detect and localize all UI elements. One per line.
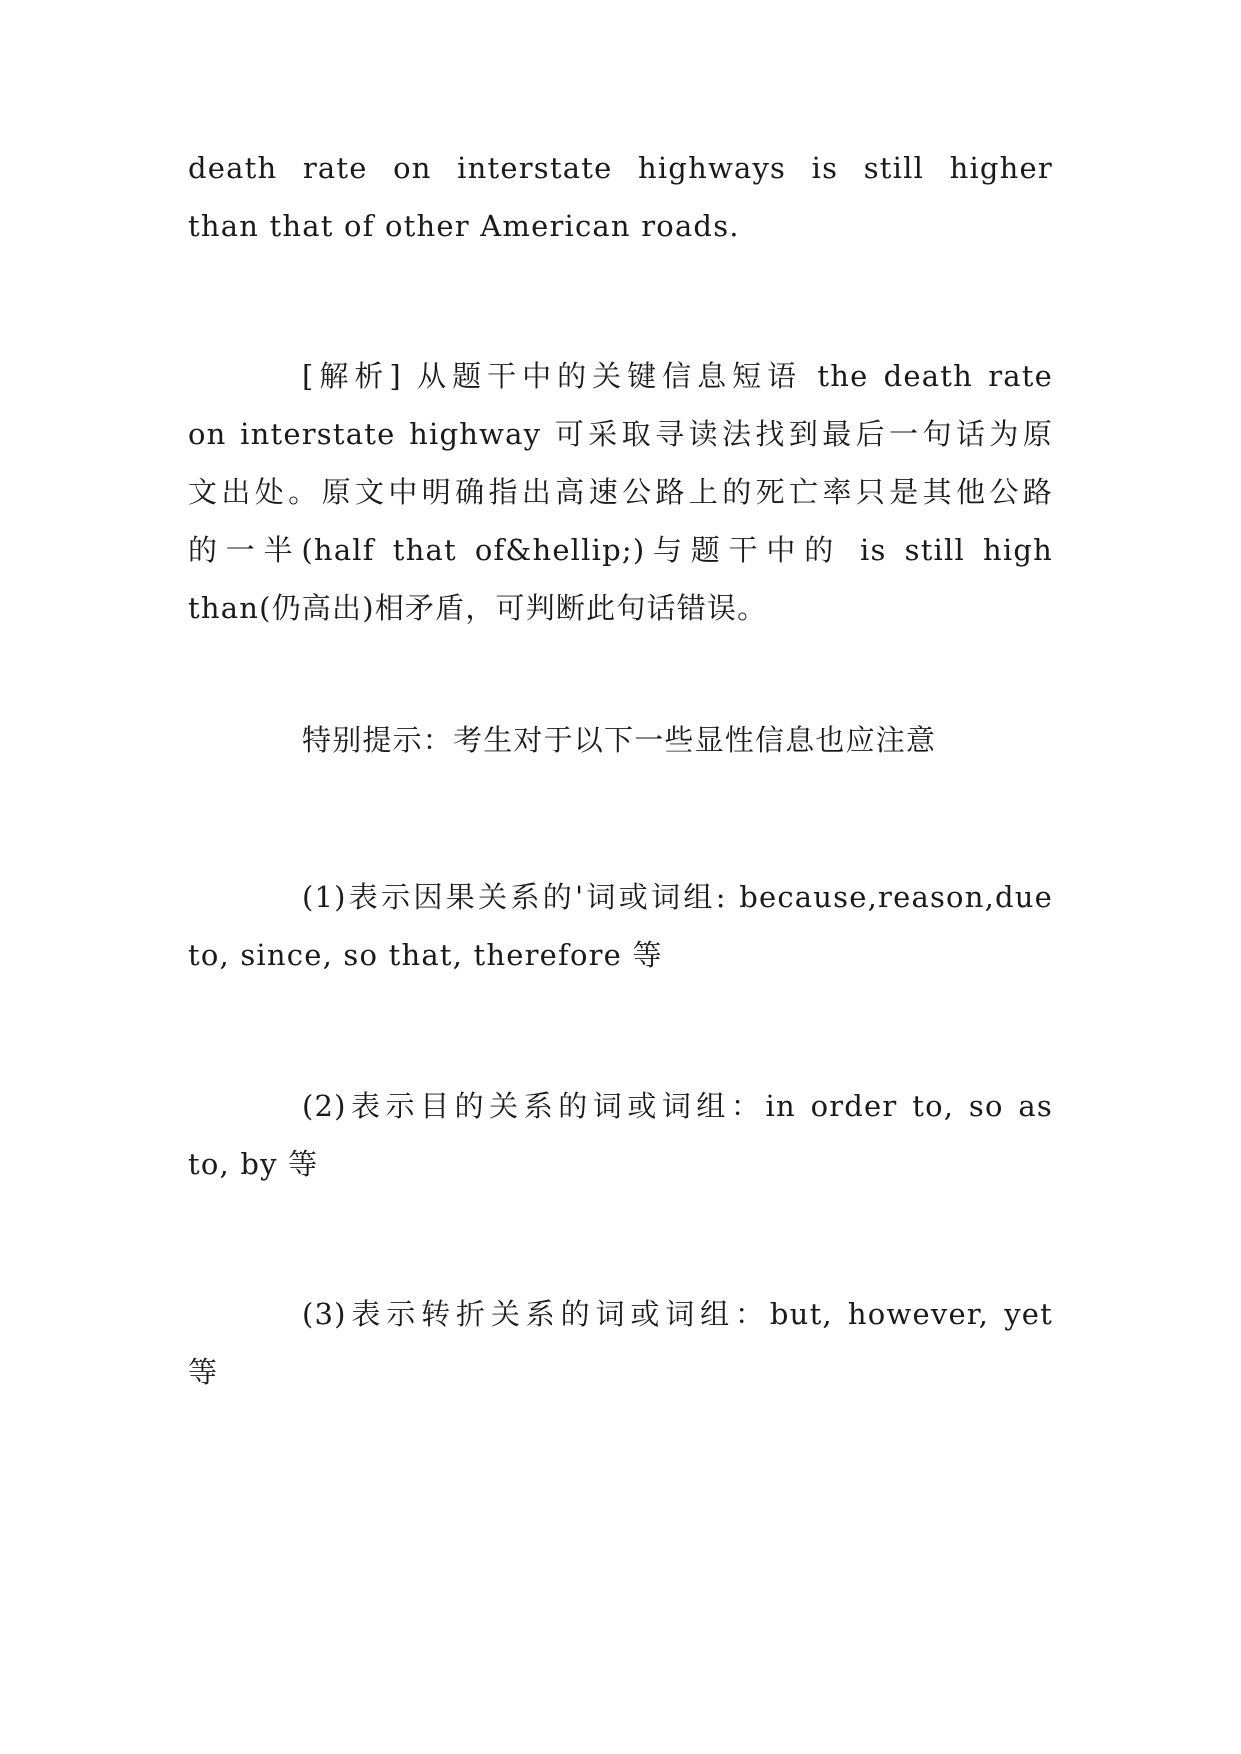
text-line: (2)表示目的关系的词或词组：in order to, so as bbox=[302, 1089, 1053, 1123]
text-line: to, since, so that, therefore 等 bbox=[188, 938, 663, 972]
text-line: 的一半(half that of&hellip;)与题干中的 is still high bbox=[188, 533, 1053, 567]
text-line: than that of other American roads. bbox=[188, 209, 740, 243]
text-line: death rate on interstate highways is still higher bbox=[188, 151, 1053, 185]
paragraph-special-tip: 特别提示：考生对于以下一些显性信息也应注意 bbox=[302, 723, 937, 757]
text-line: [解析] 从题干中的关键信息短语 the death rate bbox=[302, 359, 1053, 393]
text-line: on interstate highway 可采取寻读法找到最后一句话为原 bbox=[188, 417, 1053, 451]
paragraph-item-2 bbox=[188, 1077, 1053, 1193]
paragraph-analysis bbox=[188, 347, 1053, 637]
text-line: (3)表示转折关系的词或词组：but, however, yet bbox=[302, 1297, 1053, 1331]
paragraph-item-1 bbox=[188, 868, 1053, 984]
paragraph-item-3 bbox=[188, 1285, 1053, 1401]
text-line: (1)表示因果关系的'词或词组: because,reason,due bbox=[302, 880, 1053, 914]
text-line: than(仍高出)相矛盾，可判断此句话错误。 bbox=[188, 591, 768, 625]
paragraph-continuation bbox=[188, 139, 1053, 255]
text-line: to, by 等 bbox=[188, 1147, 319, 1181]
text-line: 等 bbox=[188, 1355, 219, 1389]
text-line: 文出处。原文中明确指出高速公路上的死亡率只是其他公路 bbox=[188, 475, 1053, 509]
